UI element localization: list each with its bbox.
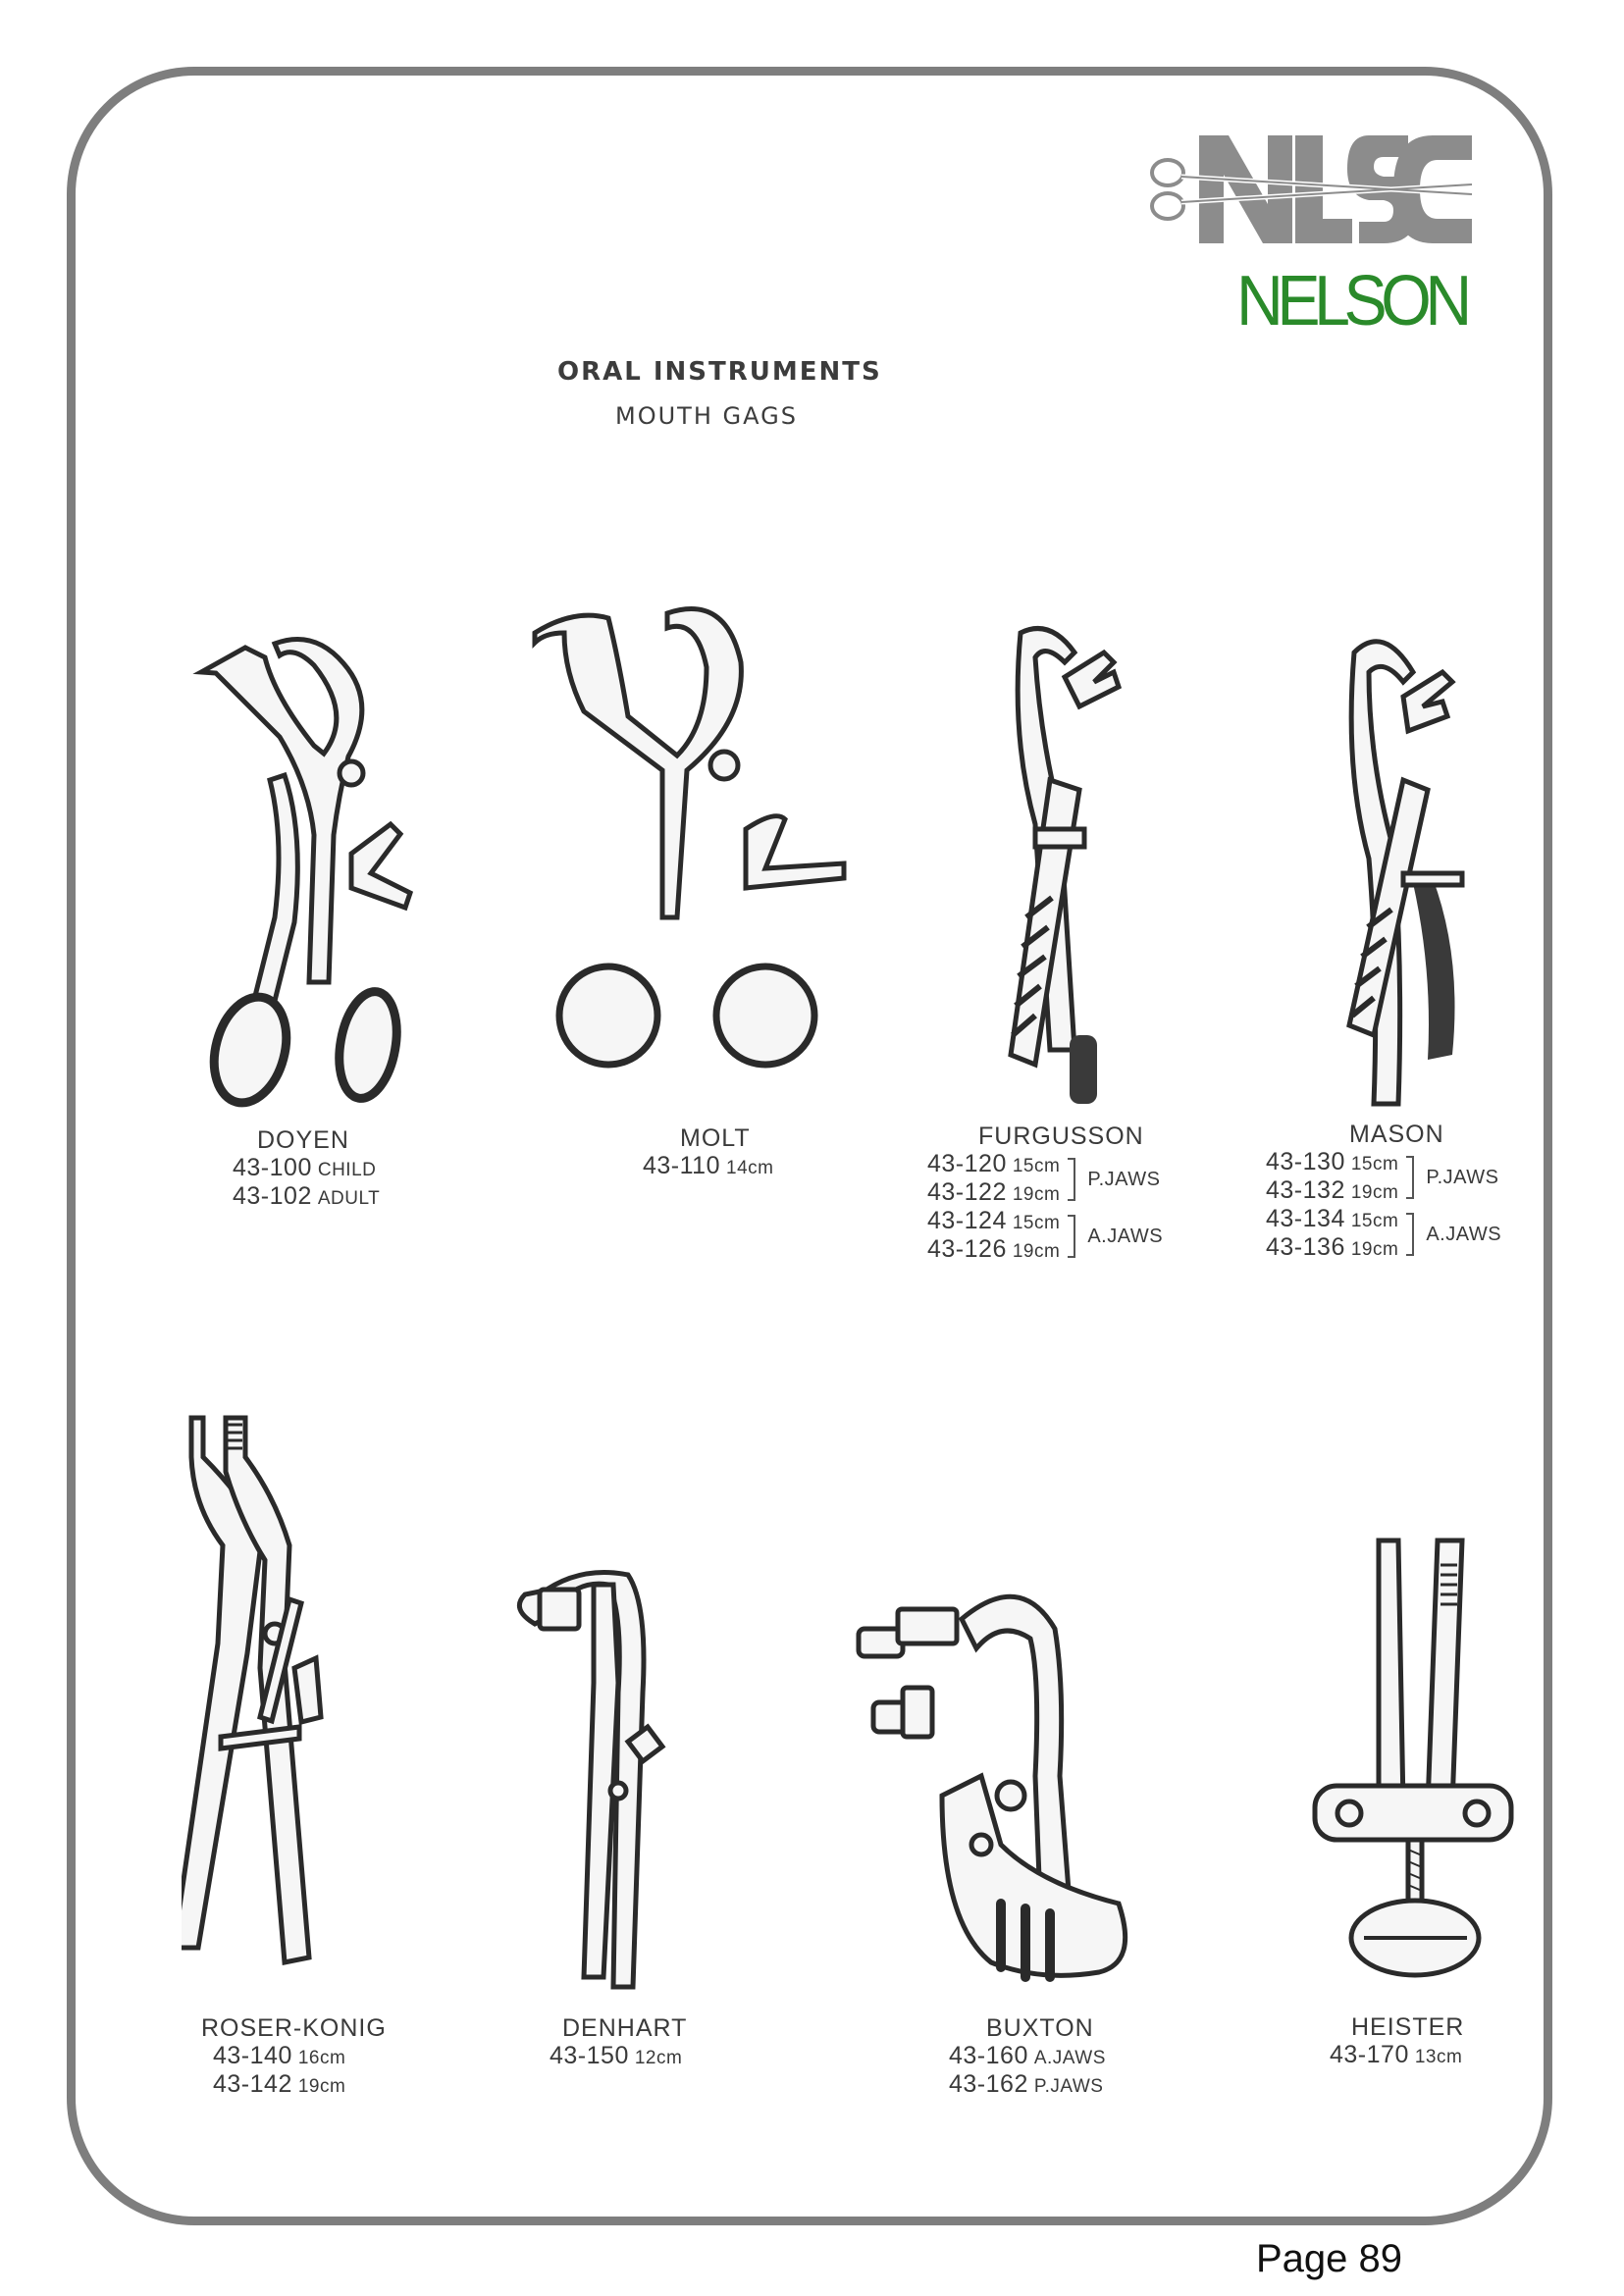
catalog-code: 43-160 (949, 2042, 1028, 2069)
catalog-note: 19cm (1350, 1239, 1399, 1260)
instrument-denhart (550, 2014, 746, 2071)
nelson-logo (1148, 126, 1482, 340)
catalog-code: 43-170 (1330, 2041, 1409, 2068)
catalog-code: 43-124 (927, 1207, 1007, 1234)
catalog-entry (1266, 1206, 1398, 1234)
catalog-code: 43-162 (949, 2070, 1028, 2098)
furgusson-mouth-gag-illustration-icon (991, 623, 1168, 1114)
catalog-entry (1266, 1234, 1398, 1263)
catalog-note: 14cm (726, 1158, 774, 1178)
nsc-scissors-logo-icon (1148, 126, 1482, 253)
jaw-group-p (1266, 1149, 1560, 1206)
roser-konig-mouth-gag-illustration-icon (182, 1413, 378, 2002)
instrument-name: ROSER-KONIG (201, 2014, 387, 2042)
jaw-type-label: P.JAWS (1426, 1166, 1499, 1188)
jaw-type-label: A.JAWS (1426, 1223, 1502, 1245)
catalog-code: 43-140 (213, 2042, 292, 2069)
catalog-note: 19cm (1012, 1241, 1061, 1262)
catalog-entry (201, 2043, 417, 2071)
denhart-mouth-gag-illustration-icon (510, 1565, 707, 2007)
catalog-note: 19cm (1012, 1184, 1061, 1205)
jaw-group-p (927, 1151, 1222, 1208)
instrument-name: FURGUSSON (978, 1122, 1144, 1150)
catalog-entry (927, 1208, 1060, 1236)
instrument-name: HEISTER (1351, 2013, 1465, 2041)
instrument-molt (643, 1124, 839, 1181)
catalog-entry (927, 1151, 1060, 1179)
catalog-note: 19cm (1350, 1182, 1399, 1203)
instrument-buxton (949, 2014, 1165, 2100)
jaw-type-label: A.JAWS (1087, 1225, 1164, 1247)
instrument-roser-konig (201, 2014, 417, 2100)
catalog-code: 43-100 (233, 1154, 312, 1181)
instrument-furgusson (927, 1122, 1222, 1265)
catalog-code: 43-142 (213, 2070, 292, 2098)
instrument-doyen (208, 1126, 404, 1212)
catalog-entry (927, 1236, 1060, 1265)
instrument-name: MASON (1349, 1121, 1444, 1148)
instrument-name: DENHART (562, 2014, 688, 2042)
catalog-entry (927, 1179, 1060, 1208)
catalog-note: 19cm (297, 2076, 346, 2097)
catalog-note: A.JAWS (1033, 2048, 1106, 2068)
catalog-note: 15cm (1012, 1213, 1061, 1233)
catalog-code: 43-130 (1266, 1148, 1345, 1175)
catalog-entry (949, 2043, 1165, 2071)
catalog-note: ADULT (317, 1188, 381, 1209)
page-number: Page 89 (1256, 2237, 1403, 2280)
mason-mouth-gag-illustration-icon (1335, 633, 1511, 1114)
catalog-code: 43-122 (927, 1178, 1007, 1206)
nelson-wordmark: NELSON (1236, 262, 1466, 340)
catalog-entry (949, 2071, 1165, 2100)
instrument-heister (1330, 2013, 1526, 2070)
jaw-group-a (927, 1208, 1222, 1265)
catalog-code: 43-110 (643, 1152, 720, 1179)
section-subtitle: MOUTH GAGS (615, 402, 798, 430)
catalog-note: 15cm (1350, 1211, 1399, 1231)
molt-mouth-gag-illustration-icon (530, 603, 854, 1094)
catalog-note: 16cm (297, 2048, 346, 2068)
jaw-type-label: P.JAWS (1087, 1168, 1161, 1190)
catalog-code: 43-120 (927, 1150, 1007, 1177)
heister-mouth-gag-illustration-icon (1305, 1536, 1521, 1997)
instrument-name: MOLT (680, 1124, 751, 1152)
catalog-code: 43-136 (1266, 1233, 1345, 1261)
catalog-entry (201, 2071, 417, 2100)
instrument-mason (1266, 1121, 1560, 1263)
buxton-mouth-gag-illustration-icon (854, 1580, 1138, 2002)
doyen-mouth-gag-illustration-icon (186, 628, 461, 1109)
catalog-note: 13cm (1414, 2047, 1463, 2067)
catalog-entry (1266, 1177, 1398, 1206)
catalog-code: 43-150 (550, 2042, 629, 2069)
bracket-icon (1068, 1158, 1075, 1201)
bracket-icon (1406, 1156, 1414, 1199)
instrument-name: BUXTON (986, 2014, 1094, 2042)
catalog-note: 12cm (634, 2048, 683, 2068)
catalog-entry (208, 1183, 404, 1212)
catalog-entry (643, 1153, 839, 1181)
catalog-entry (208, 1155, 404, 1183)
jaw-group-a (1266, 1206, 1560, 1263)
catalog-note: 15cm (1350, 1154, 1399, 1174)
catalog-entry (1266, 1149, 1398, 1177)
bracket-icon (1406, 1213, 1414, 1256)
catalog-note: CHILD (317, 1160, 377, 1180)
catalog-code: 43-102 (233, 1182, 312, 1210)
catalog-code: 43-134 (1266, 1205, 1345, 1232)
catalog-note: 15cm (1012, 1156, 1061, 1176)
catalog-entry (1330, 2042, 1526, 2070)
bracket-icon (1068, 1215, 1075, 1258)
section-title: ORAL INSTRUMENTS (557, 357, 882, 387)
instrument-name: DOYEN (257, 1126, 349, 1154)
catalog-note: P.JAWS (1033, 2076, 1104, 2097)
catalog-entry (550, 2043, 746, 2071)
catalog-code: 43-132 (1266, 1176, 1345, 1204)
catalog-code: 43-126 (927, 1235, 1007, 1263)
